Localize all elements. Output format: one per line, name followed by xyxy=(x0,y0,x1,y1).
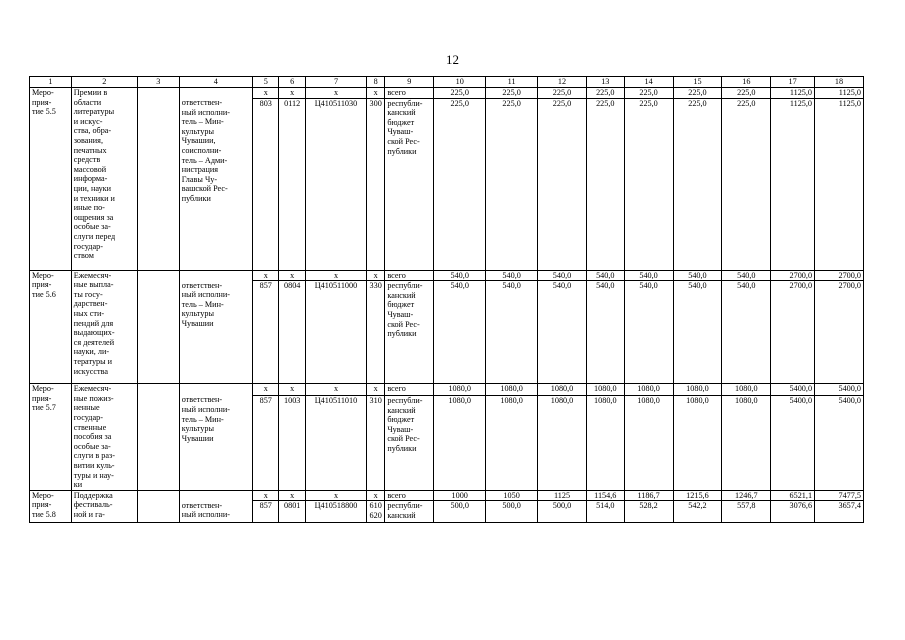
column-number-10: 10 xyxy=(434,77,486,88)
total-value: 1050 xyxy=(486,490,538,501)
measure-code: Меро- прия- тие 5.5 xyxy=(30,88,72,271)
budget-value: 2700,0 xyxy=(815,281,864,384)
budget-value: 514,0 xyxy=(586,501,624,523)
budget-value: 1125,0 xyxy=(771,98,815,270)
budget-c7: Ц410518800 xyxy=(305,501,366,523)
total-value: 6521,1 xyxy=(771,490,815,501)
column-number-13: 13 xyxy=(586,77,624,88)
measure-code: Меро- прия- тие 5.6 xyxy=(30,270,72,384)
budget-c5: 857 xyxy=(253,281,279,384)
budget-source: республи- канский бюджет Чуваш- ской Рес- публики xyxy=(385,281,434,384)
executor-cell-top xyxy=(179,88,252,99)
total-source: всего xyxy=(385,88,434,99)
budget-c5: 857 xyxy=(253,501,279,523)
total-value: 1246,7 xyxy=(722,490,771,501)
total-c8: x xyxy=(367,88,385,99)
budget-value: 225,0 xyxy=(624,98,673,270)
budget-value: 1080,0 xyxy=(624,395,673,490)
total-c6: x xyxy=(279,88,305,99)
total-c7: x xyxy=(305,490,366,501)
total-value: 1080,0 xyxy=(486,384,538,396)
budget-value: 500,0 xyxy=(486,501,538,523)
total-value: 540,0 xyxy=(486,270,538,281)
budget-value: 540,0 xyxy=(486,281,538,384)
column-number-6: 6 xyxy=(279,77,305,88)
column-number-14: 14 xyxy=(624,77,673,88)
total-value: 1000 xyxy=(434,490,486,501)
executor-cell: ответствен- ный исполни- тель – Мин- культуры Чувашии xyxy=(179,395,252,490)
budget-source: республи- канский xyxy=(385,501,434,523)
column-number-9: 9 xyxy=(385,77,434,88)
budget-value: 540,0 xyxy=(538,281,587,384)
budget-value: 557,8 xyxy=(722,501,771,523)
total-value: 1125,0 xyxy=(771,88,815,99)
total-c7: x xyxy=(305,384,366,396)
total-value: 225,0 xyxy=(624,88,673,99)
total-value: 1215,6 xyxy=(673,490,722,501)
budget-value: 225,0 xyxy=(586,98,624,270)
total-c5: x xyxy=(253,490,279,501)
budget-value: 2700,0 xyxy=(771,281,815,384)
total-value: 225,0 xyxy=(586,88,624,99)
total-value: 1080,0 xyxy=(538,384,587,396)
budget-c8: 330 xyxy=(367,281,385,384)
budget-value: 1080,0 xyxy=(722,395,771,490)
total-value: 5400,0 xyxy=(771,384,815,396)
measure-name: Поддержка фестиваль- ной и га- xyxy=(71,490,137,523)
page-number: 12 xyxy=(446,52,459,67)
budget-c7: Ц410511000 xyxy=(305,281,366,384)
budget-value: 1080,0 xyxy=(538,395,587,490)
measure-total-row xyxy=(30,384,864,396)
budget-value: 1080,0 xyxy=(586,395,624,490)
budget-value: 5400,0 xyxy=(771,395,815,490)
measure-code: Меро- прия- тие 5.8 xyxy=(30,490,72,523)
total-value: 225,0 xyxy=(673,88,722,99)
budget-value: 540,0 xyxy=(624,281,673,384)
total-source: всего xyxy=(385,384,434,396)
total-c8: x xyxy=(367,270,385,281)
total-value: 1154,6 xyxy=(586,490,624,501)
measure-total-row xyxy=(30,270,864,281)
total-c7: x xyxy=(305,88,366,99)
column-number-17: 17 xyxy=(771,77,815,88)
total-value: 540,0 xyxy=(586,270,624,281)
total-value: 1125,0 xyxy=(815,88,864,99)
column-number-16: 16 xyxy=(722,77,771,88)
column-number-15: 15 xyxy=(673,77,722,88)
total-value: 1080,0 xyxy=(673,384,722,396)
budget-value: 225,0 xyxy=(486,98,538,270)
total-c5: x xyxy=(253,88,279,99)
measure-name: Ежемесяч- ные выпла- ты госу- дарствен- ных сти- пендий для выдающих- ся деятелей науки, ли- тературы и искусства xyxy=(71,270,137,384)
executor-cell: ответствен- ный исполни- тель – Мин- культуры Чувашии, соисполни- тель – Адми- нистрация Главы Чу- вашской Рес- публики xyxy=(179,98,252,270)
column-number-18: 18 xyxy=(815,77,864,88)
column-number-12: 12 xyxy=(538,77,587,88)
measure-total-row xyxy=(30,88,864,99)
executor-cell: ответствен- ный исполни- xyxy=(179,501,252,523)
total-value: 540,0 xyxy=(624,270,673,281)
total-value: 1080,0 xyxy=(722,384,771,396)
budget-source: республи- канский бюджет Чуваш- ской Рес- публики xyxy=(385,98,434,270)
total-c5: x xyxy=(253,384,279,396)
total-value: 540,0 xyxy=(538,270,587,281)
budget-value: 540,0 xyxy=(586,281,624,384)
column-number-5: 5 xyxy=(253,77,279,88)
budget-value: 225,0 xyxy=(538,98,587,270)
total-source: всего xyxy=(385,270,434,281)
budget-c6: 0801 xyxy=(279,501,305,523)
budget-value: 1080,0 xyxy=(434,395,486,490)
total-value: 225,0 xyxy=(722,88,771,99)
column-number-8: 8 xyxy=(367,77,385,88)
total-value: 1080,0 xyxy=(624,384,673,396)
budget-c5: 857 xyxy=(253,395,279,490)
column-number-4: 4 xyxy=(179,77,252,88)
executor-cell-top xyxy=(179,384,252,396)
budget-source: республи- канский бюджет Чуваш- ской Рес- публики xyxy=(385,395,434,490)
budget-value: 540,0 xyxy=(434,281,486,384)
column-number-11: 11 xyxy=(486,77,538,88)
budget-c8: 610 620 xyxy=(367,501,385,523)
total-value: 225,0 xyxy=(486,88,538,99)
budget-c6: 1003 xyxy=(279,395,305,490)
total-value: 2700,0 xyxy=(771,270,815,281)
column-3-cell xyxy=(137,270,179,384)
budget-c8: 310 xyxy=(367,395,385,490)
total-source: всего xyxy=(385,490,434,501)
budget-value: 3076,6 xyxy=(771,501,815,523)
column-numbers-row xyxy=(30,77,864,88)
total-c6: x xyxy=(279,270,305,281)
budget-value: 540,0 xyxy=(722,281,771,384)
budget-value: 542,2 xyxy=(673,501,722,523)
executor-cell-top xyxy=(179,270,252,281)
total-value: 1080,0 xyxy=(586,384,624,396)
budget-value: 528,2 xyxy=(624,501,673,523)
budget-c8: 300 xyxy=(367,98,385,270)
total-value: 2700,0 xyxy=(815,270,864,281)
column-number-2: 2 xyxy=(71,77,137,88)
total-c8: x xyxy=(367,384,385,396)
budget-c6: 0112 xyxy=(279,98,305,270)
total-value: 540,0 xyxy=(673,270,722,281)
budget-value: 500,0 xyxy=(538,501,587,523)
total-value: 540,0 xyxy=(434,270,486,281)
budget-value: 1125,0 xyxy=(815,98,864,270)
measure-total-row xyxy=(30,490,864,501)
measure-name: Премии в области литературы и искус- ства, обра- зования, печатных средств массовой информа- ции, науки и техники и иные по- ощрения за особые за- слуги перед государ- ством xyxy=(71,88,137,271)
total-c5: x xyxy=(253,270,279,281)
budget-value: 500,0 xyxy=(434,501,486,523)
measure-code: Меро- прия- тие 5.7 xyxy=(30,384,72,491)
budget-value: 1080,0 xyxy=(486,395,538,490)
column-number-3: 3 xyxy=(137,77,179,88)
total-c6: x xyxy=(279,384,305,396)
column-3-cell xyxy=(137,88,179,271)
column-number-7: 7 xyxy=(305,77,366,88)
total-value: 1186,7 xyxy=(624,490,673,501)
budget-value: 1080,0 xyxy=(673,395,722,490)
budget-value: 5400,0 xyxy=(815,395,864,490)
executor-cell-top xyxy=(179,490,252,501)
executor-cell: ответствен- ный исполни- тель – Мин- культуры Чувашии xyxy=(179,281,252,384)
budget-value: 225,0 xyxy=(434,98,486,270)
budget-value: 540,0 xyxy=(673,281,722,384)
total-c7: x xyxy=(305,270,366,281)
funding-table xyxy=(29,76,864,523)
budget-c5: 803 xyxy=(253,98,279,270)
total-c8: x xyxy=(367,490,385,501)
budget-value: 225,0 xyxy=(722,98,771,270)
total-value: 540,0 xyxy=(722,270,771,281)
budget-c7: Ц410511010 xyxy=(305,395,366,490)
total-value: 1080,0 xyxy=(434,384,486,396)
total-c6: x xyxy=(279,490,305,501)
column-number-1: 1 xyxy=(30,77,72,88)
total-value: 5400,0 xyxy=(815,384,864,396)
total-value: 1125 xyxy=(538,490,587,501)
total-value: 225,0 xyxy=(538,88,587,99)
budget-c7: Ц410511030 xyxy=(305,98,366,270)
budget-c6: 0804 xyxy=(279,281,305,384)
column-3-cell xyxy=(137,384,179,491)
column-3-cell xyxy=(137,490,179,523)
budget-value: 3657,4 xyxy=(815,501,864,523)
budget-value: 225,0 xyxy=(673,98,722,270)
measure-name: Ежемесяч- ные пожиз- ненные государ- ственные пособия за особые за- слуги в раз- витии куль- туры и нау- ки xyxy=(71,384,137,491)
total-value: 7477,5 xyxy=(815,490,864,501)
total-value: 225,0 xyxy=(434,88,486,99)
